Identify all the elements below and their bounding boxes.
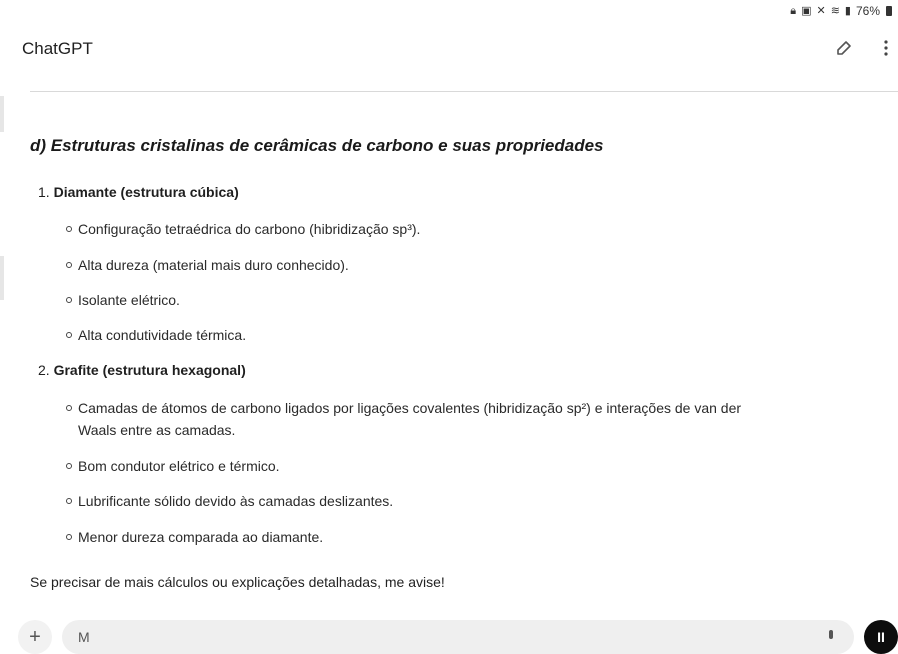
wifi-icon: ≋ [830, 5, 840, 17]
list-item: Menor dureza comparada ao diamante. [66, 526, 866, 548]
list-item-diamante [38, 184, 239, 200]
bullet-icon [66, 297, 72, 303]
list-item-grafite [38, 362, 246, 378]
bullet-icon [66, 498, 72, 504]
list-label: Grafite (estrutura hexagonal) [53, 362, 246, 378]
list-item: Bom condutor elétrico e térmico. [66, 455, 866, 477]
bullet-icon [66, 463, 72, 469]
edit-icon[interactable] [834, 38, 854, 58]
divider [30, 91, 898, 92]
list-number: 2. [38, 362, 50, 378]
list-item: Configuração tetraédrica do carbono (hibridização sp³). [66, 218, 866, 240]
list-label: Diamante (estrutura cúbica) [53, 184, 239, 200]
closing-text: Se precisar de mais cálculos ou explicações detalhadas, me avise! [30, 574, 445, 590]
message-input[interactable]: M [62, 620, 854, 654]
list-item: Camadas de átomos de carbono ligados por ligações covalentes (hibridização sp²) e interações de van der Waals entre as camadas. [66, 397, 866, 441]
list-item: Alta condutividade térmica. [66, 324, 866, 346]
battery-icon [886, 6, 892, 16]
sidebar-edge [0, 256, 4, 300]
signal-icon: ▮ [844, 5, 851, 17]
bullet-icon [66, 226, 72, 232]
composer [0, 618, 898, 648]
lock-icon: 🔒︎ [790, 5, 797, 17]
status-bar [0, 0, 898, 22]
voice-mode-button[interactable]: II [864, 620, 898, 654]
add-attachment-button[interactable]: + [18, 620, 52, 654]
bullet-icon [66, 332, 72, 338]
list-item: Alta dureza (material mais duro conhecido). [66, 254, 866, 276]
section-heading: d) Estruturas cristalinas de cerâmicas de carbono e suas propriedades [30, 136, 604, 155]
bullet-icon [66, 262, 72, 268]
list-item: Lubrificante sólido devido às camadas deslizantes. [66, 490, 866, 512]
app-bar [0, 22, 898, 76]
mute-icon: ✕ [816, 5, 826, 17]
bullet-icon [66, 405, 72, 411]
bullet-icon [66, 534, 72, 540]
battery-level: 76% [855, 4, 880, 18]
mic-icon[interactable] [826, 630, 836, 644]
photo-icon: ▣ [801, 5, 812, 17]
list-number: 1. [38, 184, 50, 200]
app-title: ChatGPT [22, 39, 93, 58]
list-item: Isolante elétrico. [66, 289, 866, 311]
more-vert-icon[interactable] [876, 38, 896, 58]
sidebar-edge [0, 96, 4, 132]
